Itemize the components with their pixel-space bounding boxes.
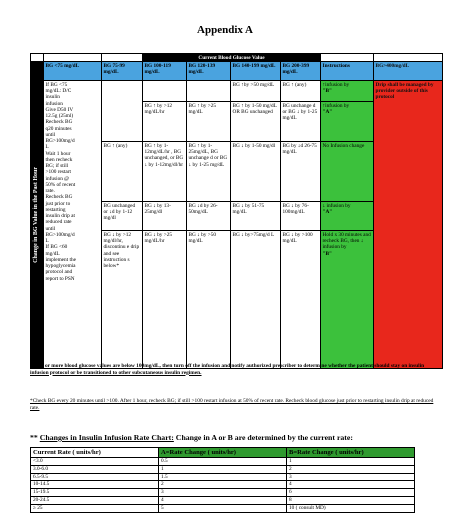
col-header-75-99: BG 75-99 mg/dL bbox=[102, 62, 143, 81]
rate-row bbox=[31, 489, 415, 497]
instruction-cell: ↑infusion by "B" bbox=[321, 81, 374, 102]
lt75-line: rate. bbox=[45, 188, 55, 194]
lt75-line: hypoglycemia bbox=[45, 263, 76, 269]
rate-cell: <3.0 bbox=[31, 458, 159, 466]
cell: BG by ↓d 26-75 mg/dL bbox=[281, 142, 321, 202]
rate-header-cell: A=Rate Change ( units/hr) bbox=[159, 448, 287, 458]
over400-cell: Drip shall be managed by provider outside of this protocol bbox=[374, 81, 443, 369]
cell: BG ↑ by 1-12mg/dL/hr , BG unchanged, or BG ↓ by 1-12mg/dl/hr bbox=[143, 142, 187, 202]
cell: BG ↑ by >12 mg/dL/hr bbox=[143, 102, 187, 142]
cell: BG ↓ by >25 mg/dL/hr bbox=[143, 231, 187, 369]
lt75-line: infusion bbox=[45, 100, 63, 107]
rate-header-cell: B=Rate Change ( units/hr) bbox=[287, 448, 415, 458]
lt75-line: L bbox=[45, 144, 49, 151]
lt75-line: until bbox=[45, 131, 56, 138]
rate-cell: 0.5 bbox=[159, 458, 287, 466]
rate-cell: ≥ 25 bbox=[31, 504, 159, 512]
col-header-140-199: BG 140-199 mg/dL bbox=[231, 62, 281, 81]
cell: BG ↑ by 1-50 mg/dL OR BG unchanged bbox=[231, 102, 281, 142]
col-header-instructions: Instructions bbox=[321, 62, 374, 81]
instruction-cell: ↓ infusion by "A" bbox=[321, 202, 374, 231]
cell: BG ↑ (any) bbox=[102, 142, 143, 202]
rate-cell: 4 bbox=[159, 496, 287, 504]
rate-cell: 10 ( consult MD) bbox=[287, 504, 415, 512]
instruction-cell: ↑infusion by "A" bbox=[321, 102, 374, 142]
lt75-line: just prior to bbox=[45, 200, 71, 207]
cell: BG ↓ by >12 mg/dl/hr, discontinu e drip and see instruction s below* bbox=[102, 231, 143, 369]
cell: BG ↓ by>75mg/d L bbox=[231, 231, 281, 369]
lt75-line: L bbox=[45, 238, 49, 244]
instruction-cell: Hold x 30 minutes and recheck BG, then ↓ infusion by "B" bbox=[321, 231, 374, 369]
lt75-line: BG>100mg/d bbox=[45, 231, 75, 238]
lt75-line: insulin drip at bbox=[45, 213, 75, 219]
rate-cell: 1.5 bbox=[159, 473, 287, 481]
cell: BG ↑by >50 mg/dL bbox=[231, 81, 281, 102]
rate-cell: 6 bbox=[287, 489, 415, 497]
rate-cell: 6.5-9.5 bbox=[31, 473, 159, 481]
rate-cell: 10-14.5 bbox=[31, 481, 159, 489]
cell: BG unchange d or BG ↓ by 1-25 mg/dL bbox=[281, 102, 321, 142]
col-header-200-399: BG 200-399 mg/dL bbox=[281, 62, 321, 81]
cell: BG ↓ by 13-25mg/dl bbox=[143, 202, 187, 231]
rate-row bbox=[31, 496, 415, 504]
rate-cell: 20-24.5 bbox=[31, 496, 159, 504]
rate-cell: 1 bbox=[159, 465, 287, 473]
rate-cell: 8 bbox=[287, 496, 415, 504]
rate-cell: 3.0-6.0 bbox=[31, 465, 159, 473]
cell: BG ↓ by >100 mg/dL bbox=[281, 231, 321, 369]
rate-header-cell: Current Rate ( units/hr) bbox=[31, 448, 159, 458]
cell: BG ↓ by >50 mg/dL bbox=[187, 231, 231, 369]
cell: BG ↑ by 1-25mg/dL, BG unchange d or BG ↓ by 1-25 mg/dL bbox=[187, 142, 231, 202]
rate-row bbox=[31, 458, 415, 466]
cell: BG ↓ by 51-75 mg/dL bbox=[231, 202, 281, 231]
rate-header-row bbox=[31, 448, 415, 458]
check-bg-note: *Check BG every 20 minutes until >100. After 1 hour, recheck BG; if still >100 restart infusion at 50% of recent rate. Recheck blood glucose just prior to restarting insulin drip at reduced rate. bbox=[30, 398, 434, 411]
lt75-line: Recheck BG bbox=[45, 194, 73, 201]
instruction-cell: No Infusion change bbox=[321, 142, 374, 202]
cell: BG ↑ (any) bbox=[281, 81, 321, 102]
page-title: Appendix A bbox=[197, 24, 253, 36]
rate-row bbox=[31, 465, 415, 473]
rate-row bbox=[31, 481, 415, 489]
rate-chart-title: ** Changes in Insulin Infusion Rate Chart: Change in A or B are determined by the current rate: bbox=[30, 433, 353, 442]
lt75-line: 50% of recent bbox=[45, 181, 76, 188]
rate-cell: 3 bbox=[159, 489, 287, 497]
col-header-lt75: BG <75 mg/dL bbox=[44, 62, 102, 81]
rate-row bbox=[31, 504, 415, 512]
lt75-line: 12.5g (25ml) bbox=[45, 113, 74, 119]
lt75-line: mg/dL: D/C bbox=[45, 88, 72, 94]
column-header-row bbox=[31, 62, 443, 81]
lt75-line: report to PSN bbox=[45, 275, 75, 282]
lt75-line: protocol and bbox=[45, 269, 73, 276]
lt75-line: BG; if still bbox=[45, 163, 69, 169]
lt75-instructions-cell bbox=[44, 81, 102, 369]
lt75-line: infusion @ bbox=[45, 175, 70, 182]
rate-row bbox=[31, 473, 415, 481]
cell: BG ↓d by 26-50mg/dL bbox=[187, 202, 231, 231]
current-bg-band: Current Blood Glucose Value bbox=[143, 54, 321, 62]
cell: BG ↑ by >25 mg/dL bbox=[187, 102, 231, 142]
rate-cell: 5 bbox=[159, 504, 287, 512]
lt75-line: If BG <75 bbox=[45, 81, 68, 88]
lt75-line: >100 restart bbox=[45, 169, 71, 176]
lt75-line: restarting bbox=[45, 206, 66, 213]
lt75-line: q20 minutes bbox=[45, 125, 72, 132]
lt75-line: Recheck BG bbox=[45, 119, 73, 126]
lt75-line: Give D50 IV bbox=[45, 106, 74, 113]
rate-cell: 2 bbox=[287, 465, 415, 473]
rate-cell: 3 bbox=[287, 473, 415, 481]
cell: BG unchanged or ↓d by 1-12 mg/dl bbox=[102, 202, 143, 231]
lt75-line: BG>100mg/d bbox=[45, 138, 75, 144]
rate-cell: 1 bbox=[287, 458, 415, 466]
rate-cell: 15-19.5 bbox=[31, 489, 159, 497]
lt75-line: then recheck bbox=[45, 156, 73, 163]
header-band-row bbox=[31, 54, 443, 62]
lt75-line: Wait 1 hour bbox=[45, 150, 71, 157]
row-1 bbox=[31, 81, 443, 102]
col-header-120-139: BG 120-139 mg/dL bbox=[187, 62, 231, 81]
lt75-line: until bbox=[45, 225, 56, 232]
lt75-line: insulin bbox=[45, 94, 60, 101]
lt75-line: mg/dL bbox=[45, 250, 60, 257]
lt75-line: implement the bbox=[45, 256, 76, 263]
rate-change-table bbox=[30, 447, 415, 513]
two-values-note: If two or more blood glucose values are below 100mg/dL, then turn off the infusion and notify authorized prescriber to determine whether the patient should stay on insulin infusion protocol or be transitioned to other subcutaneous insulin regimen. bbox=[30, 363, 425, 376]
rate-cell: 2 bbox=[159, 481, 287, 489]
lt75-line: If BG <60 bbox=[45, 244, 68, 251]
side-label: Change in BG Value in the Past Hour bbox=[31, 62, 44, 369]
cell: BG ↓ by 1-50 mg/dl bbox=[231, 142, 281, 202]
cell: BG ↓ by 76-100mg/dL bbox=[281, 202, 321, 231]
col-header-over400: BG>400mg/dL bbox=[374, 62, 443, 81]
rate-cell: 4 bbox=[287, 481, 415, 489]
col-header-100-119: BG 100-119 mg/dL bbox=[143, 62, 187, 81]
lt75-line: reduced rate bbox=[45, 219, 72, 226]
protocol-table bbox=[30, 53, 443, 369]
